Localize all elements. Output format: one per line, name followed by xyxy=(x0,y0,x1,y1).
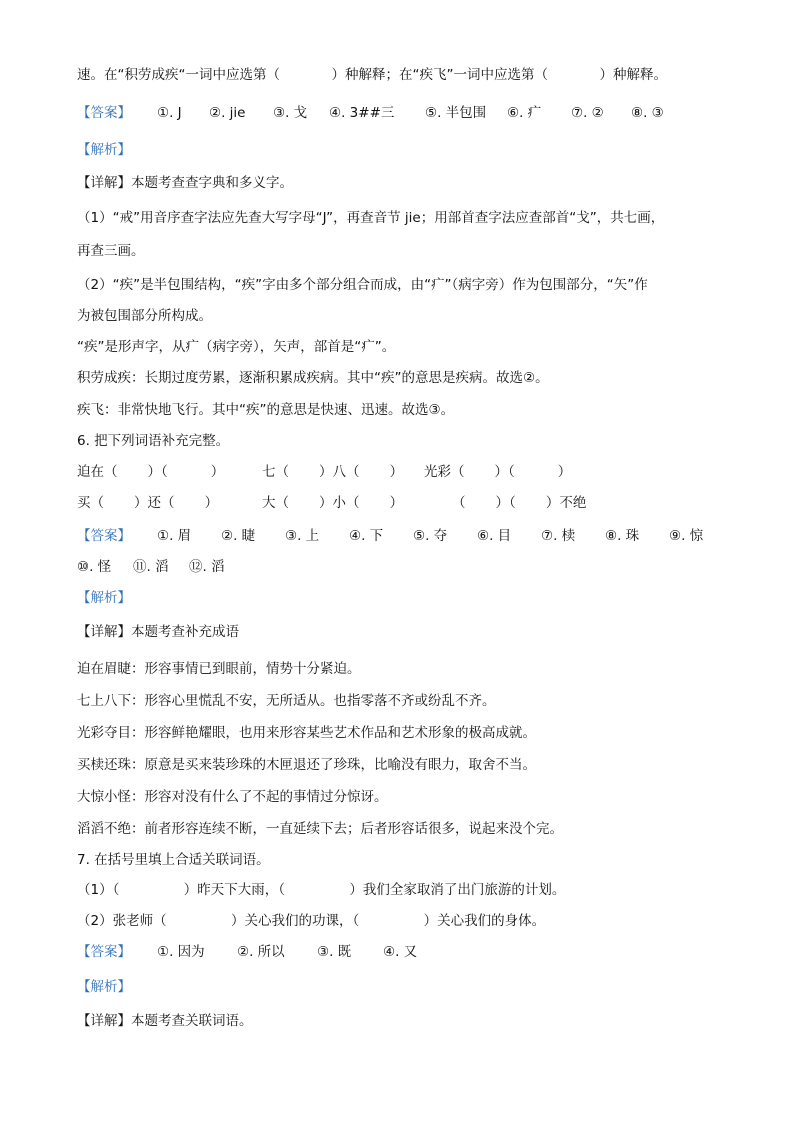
q5-explanation-2a: （2）“疾”是半包围结构，“疾”字由多个部分组合而成，由“疒”（病字旁）作为包围部分，“矢”作 xyxy=(77,277,648,293)
q6-fill-2: 七（ ）八（ ） xyxy=(262,464,404,480)
q6-answer-8: ⑧. 珠 xyxy=(605,528,640,544)
q7-answer-3: ③. 既 xyxy=(317,944,352,960)
analysis-label: 【解析】 xyxy=(77,979,131,995)
q6-title: 6. 把下列词语补充完整。 xyxy=(77,433,230,449)
q5-explanation-1a: （1）“戒”用音序查字法应先查大写字母“J”，再查音节 jie；用部首查字法应查部首“戈”，共七画， xyxy=(77,210,665,226)
q6-answer-3: ③. 上 xyxy=(285,528,320,544)
q6-fill-4: 买（ ）还（ ） xyxy=(77,495,219,511)
q5-explanation-1b: 再查三画。 xyxy=(77,243,145,259)
q5-answer-4: ④. 3##三 xyxy=(329,105,395,121)
q6-answer-1: ①. 眉 xyxy=(157,528,192,544)
q7-answer-1: ①. 因为 xyxy=(157,944,205,960)
q5-answer-5: ⑤. 半包围 xyxy=(425,105,487,121)
q6-answer-4: ④. 下 xyxy=(349,528,384,544)
q5-answer-6: ⑥. 疒 xyxy=(507,105,542,121)
q6-answer-row-1 xyxy=(77,527,727,545)
q5-explanation-3: “疾”是形声字，从疒（病字旁），矢声，部首是“疒”。 xyxy=(77,339,396,355)
idiom-6-explanation: 滔滔不绝：前者形容连续不断，一直延续下去；后者形容话很多，说起来没个完。 xyxy=(77,821,563,837)
q5-explanation-4: 积劳成疾：长期过度劳累，逐渐积累成疾病。其中“疾”的意思是疾病。故选②。 xyxy=(77,370,549,386)
q6-fill-1: 迫在（ ）（ ） xyxy=(77,464,225,480)
q6-fill-3: 光彩（ ）（ ） xyxy=(424,464,572,480)
q5-answer-1: ①. J xyxy=(157,105,182,121)
q7-detail-text: 本题考查关联词语。 xyxy=(131,1013,253,1029)
answer-label: 【答案】 xyxy=(77,944,131,960)
analysis-label: 【解析】 xyxy=(77,142,131,158)
q5-detail-text: 本题考查查字典和多义字。 xyxy=(131,175,293,191)
q5-detail-line xyxy=(77,174,293,192)
answer-label: 【答案】 xyxy=(77,528,131,544)
q7-detail-line xyxy=(77,1012,253,1030)
q6-answer-11: ⑪. 滔 xyxy=(133,559,169,575)
q7-answer-4: ④. 又 xyxy=(383,944,418,960)
q6-fill-6: （ ）（ ）不绝 xyxy=(452,495,587,511)
q6-answer-10: ⑩. 怪 xyxy=(77,559,112,575)
q5-explanation-2b: 为被包围部分所构成。 xyxy=(77,308,212,324)
q6-answer-2: ②. 睫 xyxy=(221,528,256,544)
q6-detail-line xyxy=(77,623,239,641)
q5-answer-2: ②. jie xyxy=(209,105,246,121)
q5-answer-3: ③. 戈 xyxy=(273,105,308,121)
q5-answer-7: ⑦. ② xyxy=(571,105,604,121)
idiom-2-explanation: 七上八下：形容心里慌乱不安，无所适从。也指零落不齐或纷乱不齐。 xyxy=(77,693,496,709)
q6-answer-5: ⑤. 夺 xyxy=(413,528,448,544)
analysis-label: 【解析】 xyxy=(77,590,131,606)
q5-answer-row xyxy=(77,104,717,122)
answer-label: 【答案】 xyxy=(77,105,131,121)
detail-label: 【详解】 xyxy=(77,1013,131,1029)
q7-sentence-1: （1）（ ）昨天下大雨，（ ）我们全家取消了出门旅游的计划。 xyxy=(77,882,566,898)
q6-fill-5: 大（ ）小（ ） xyxy=(262,495,404,511)
q6-answer-9: ⑨. 惊 xyxy=(669,528,704,544)
q6-answer-row-2 xyxy=(77,558,377,576)
q6-answer-12: ⑫. 滔 xyxy=(189,559,225,575)
q6-answer-7: ⑦. 椟 xyxy=(541,528,576,544)
q7-title: 7. 在括号里填上合适关联词语。 xyxy=(77,852,270,868)
q7-answer-2: ②. 所以 xyxy=(237,944,285,960)
q7-sentence-2: （2）张老师（ ）关心我们的功课，（ ）关心我们的身体。 xyxy=(77,913,546,929)
q7-answer-row xyxy=(77,943,457,961)
idiom-3-explanation: 光彩夺目：形容鲜艳耀眼，也用来形容某些艺术作品和艺术形象的极高成就。 xyxy=(77,725,536,741)
idiom-5-explanation: 大惊小怪：形容对没有什么了不起的事情过分惊讶。 xyxy=(77,789,388,805)
q6-answer-6: ⑥. 目 xyxy=(477,528,512,544)
detail-label: 【详解】 xyxy=(77,175,131,191)
q6-detail-text: 本题考查补充成语 xyxy=(131,624,239,640)
detail-label: 【详解】 xyxy=(77,624,131,640)
question-5-tail-text: 速。在“积劳成疾“一词中应选第（ ）种解释；在“疾飞”一词中应选第（ ）种解释。 xyxy=(77,67,667,83)
idiom-4-explanation: 买椟还珠：原意是买来装珍珠的木匣退还了珍珠，比喻没有眼力，取舍不当。 xyxy=(77,757,536,773)
idiom-1-explanation: 迫在眉睫：形容事情已到眼前，情势十分紧迫。 xyxy=(77,661,361,677)
q5-explanation-5: 疾飞：非常快地飞行。其中“疾”的意思是快速、迅速。故选③。 xyxy=(77,402,455,418)
q5-answer-8: ⑧. ③ xyxy=(631,105,664,121)
